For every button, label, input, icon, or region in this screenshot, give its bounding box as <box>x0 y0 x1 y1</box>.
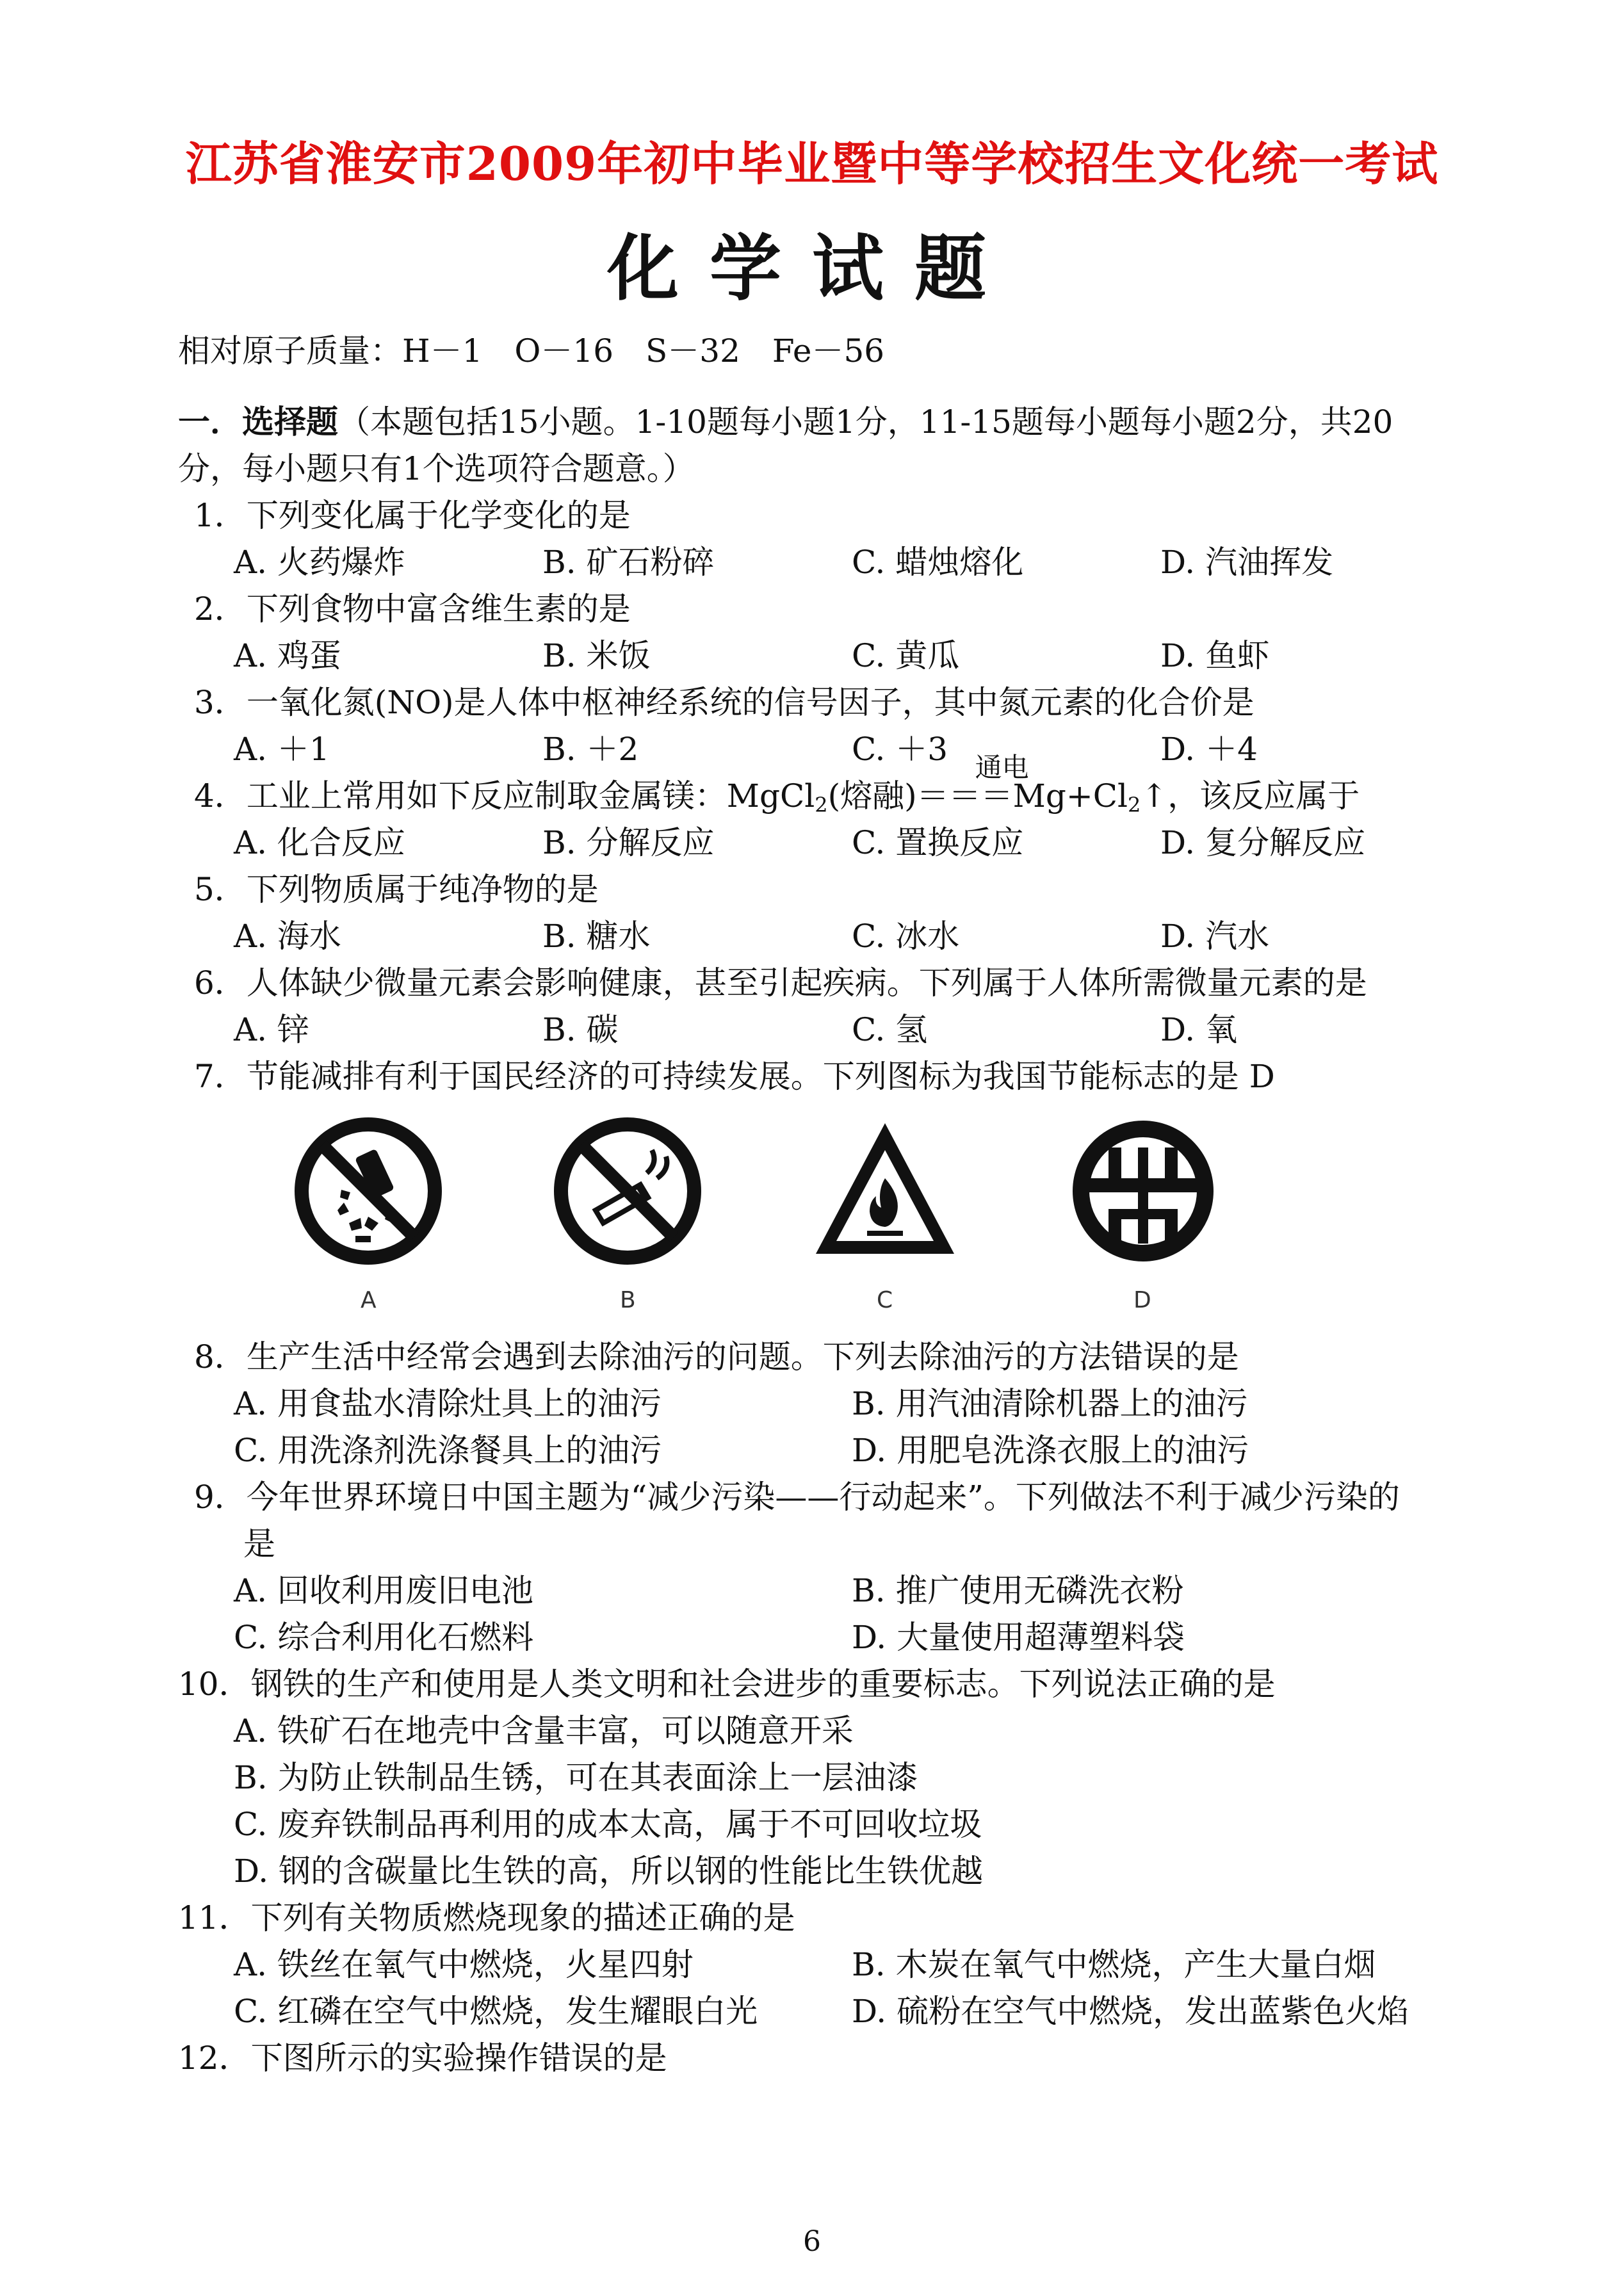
q3-option-d: D. ＋4 <box>1160 731 1258 768</box>
reaction-equation <box>827 752 1128 815</box>
question-number: 8． <box>194 1338 247 1375</box>
q8-option-a: A. 用食盐水清除灶具上的油污 <box>234 1385 662 1422</box>
section-desc-1: （本题包括15小题。1-10题每小题1分，11-15题每小题每小题2分，共20 <box>338 403 1393 441</box>
q4-option-c: C. 置换反应 <box>852 824 1024 861</box>
q3-option-a: A. ＋1 <box>234 731 330 768</box>
question-stem-post: ↑，该反应属于 <box>1141 777 1360 815</box>
question-number: 7． <box>194 1058 247 1095</box>
energy-sign-figure <box>256 1114 1255 1319</box>
question-stem: 节能减排有利于国民经济的可持续发展。下列图标为我国节能标志的是 D <box>246 1058 1275 1095</box>
question-2 <box>194 590 631 628</box>
q1-option-c: C. 蜡烛熔化 <box>852 544 1024 581</box>
q2-option-a: A. 鸡蛋 <box>234 637 341 674</box>
q10-option-a: A. 铁矿石在地壳中含量丰富，可以随意开采 <box>234 1712 854 1749</box>
question-7 <box>194 1058 1275 1095</box>
question-stem: 下列有关物质燃烧现象的描述正确的是 <box>250 1899 795 1936</box>
subscript: 2 <box>815 793 828 817</box>
atomic-masses: 相对原子质量：H－1 O－16 S－32 Fe－56 <box>178 332 885 369</box>
icon-label-c: C <box>877 1287 893 1313</box>
q9-option-b: B. 推广使用无磷洗衣粉 <box>852 1572 1184 1609</box>
question-number: 10． <box>178 1666 251 1703</box>
q10-option-b: B. 为防止铁制品生锈，可在其表面涂上一层油漆 <box>234 1759 918 1796</box>
q10-option-c: C. 废弃铁制品再利用的成本太高，属于不可回收垃圾 <box>234 1806 982 1843</box>
question-number: 6． <box>194 964 247 1002</box>
question-stem: 下列物质属于纯净物的是 <box>246 871 599 908</box>
q3-option-b: B. ＋2 <box>542 731 639 768</box>
q5-option-d: D. 汽水 <box>1160 918 1270 955</box>
question-3 <box>194 684 1255 721</box>
question-4 <box>194 752 1360 817</box>
q10-option-d: D. 钢的含碳量比生铁的高，所以钢的性能比生铁优越 <box>234 1853 984 1890</box>
no-smoking-sign-icon <box>551 1114 704 1268</box>
question-stem: 人体缺少微量元素会影响健康，甚至引起疾病。下列属于人体所需微量元素的是 <box>246 964 1367 1002</box>
question-number: 5． <box>194 871 247 908</box>
q9-option-a: A. 回收利用废旧电池 <box>234 1572 533 1609</box>
q4-option-b: B. 分解反应 <box>542 824 715 861</box>
question-stem-pre: 工业上常用如下反应制取金属镁：MgCl <box>246 777 815 815</box>
q6-option-c: C. 氢 <box>852 1011 928 1048</box>
q11-option-a: A. 铁丝在氧气中燃烧，火星四射 <box>234 1946 694 1983</box>
q9-option-d: D. 大量使用超薄塑料袋 <box>852 1619 1185 1656</box>
question-stem: 生产生活中经常会遇到去除油污的问题。下列去除油污的方法错误的是 <box>246 1338 1239 1375</box>
q5-option-c: C. 冰水 <box>852 918 960 955</box>
question-8 <box>194 1338 1239 1375</box>
q8-option-c: C. 用洗涤剂洗涤餐具上的油污 <box>234 1432 662 1469</box>
q5-option-a: A. 海水 <box>234 918 341 955</box>
q5-option-b: B. 糖水 <box>542 918 651 955</box>
section-heading <box>178 403 1393 441</box>
page-number: 6 <box>803 2225 821 2258</box>
question-number: 1． <box>194 497 247 534</box>
q2-option-c: C. 黄瓜 <box>852 637 960 674</box>
q1-option-a: A. 火药爆炸 <box>234 544 405 581</box>
q1-option-b: B. 矿石粉碎 <box>542 544 715 581</box>
question-stem-mid: (熔融)＝＝＝Mg+Cl <box>827 777 1128 815</box>
question-stem: 下列变化属于化学变化的是 <box>246 497 631 534</box>
question-11 <box>178 1899 795 1936</box>
icon-label-a: A <box>361 1287 377 1313</box>
q1-option-d: D. 汽油挥发 <box>1160 544 1334 581</box>
question-number: 9． <box>194 1479 247 1516</box>
energy-saving-sign-icon <box>1066 1114 1220 1268</box>
q4-option-d: D. 复分解反应 <box>1160 824 1366 861</box>
flammable-warning-icon <box>808 1114 962 1268</box>
q6-option-d: D. 氧 <box>1160 1011 1238 1048</box>
question-10 <box>178 1666 1276 1703</box>
question-stem: 下图所示的实验操作错误的是 <box>250 2040 667 2077</box>
q8-option-d: D. 用肥皂洗涤衣服上的油污 <box>852 1432 1249 1469</box>
icon-label-d: D <box>1133 1287 1151 1313</box>
question-stem: 今年世界环境日中国主题为“减少污染——行动起来”。下列做法不利于减少污染的 <box>246 1479 1400 1516</box>
icon-label-b: B <box>620 1287 636 1313</box>
no-fireworks-sign-icon <box>291 1114 445 1268</box>
question-number: 4． <box>194 777 247 815</box>
q2-option-d: D. 鱼虾 <box>1160 637 1270 674</box>
question-number: 11． <box>178 1899 251 1936</box>
q6-option-a: A. 锌 <box>234 1011 309 1048</box>
question-number: 2． <box>194 590 247 628</box>
question-number: 3． <box>194 684 247 721</box>
question-1 <box>194 497 631 534</box>
q3-option-c: C. ＋3 <box>852 731 948 768</box>
question-stem: 下列食物中富含维生素的是 <box>246 590 631 628</box>
q8-option-b: B. 用汽油清除机器上的油污 <box>852 1385 1248 1422</box>
q9-option-c: C. 综合利用化石燃料 <box>234 1619 534 1656</box>
q6-option-b: B. 碳 <box>542 1011 619 1048</box>
question-12 <box>178 2040 667 2077</box>
subscript: 2 <box>1127 793 1141 817</box>
question-9-continued: 是 <box>243 1525 275 1562</box>
q11-option-b: B. 木炭在氧气中燃烧，产生大量白烟 <box>852 1946 1376 1983</box>
subject-title: 化学试题 <box>607 227 1017 311</box>
question-5 <box>194 871 599 908</box>
question-9 <box>194 1479 1400 1516</box>
q2-option-b: B. 米饭 <box>542 637 651 674</box>
exam-title: 江苏省淮安市2009年初中毕业暨中等学校招生文化统一考试 <box>185 136 1439 191</box>
question-6 <box>194 964 1367 1002</box>
reaction-condition: 通电 <box>975 752 1029 783</box>
q11-option-d: D. 硫粉在空气中燃烧，发出蓝紫色火焰 <box>852 1993 1409 2030</box>
section-label: 一．选择题 <box>178 403 338 441</box>
question-stem: 一氧化氮(NO)是人体中枢神经系统的信号因子，其中氮元素的化合价是 <box>246 684 1255 721</box>
q4-option-a: A. 化合反应 <box>234 824 405 861</box>
section-desc-2: 分，每小题只有1个选项符合题意。） <box>178 450 695 487</box>
question-stem: 钢铁的生产和使用是人类文明和社会进步的重要标志。下列说法正确的是 <box>250 1666 1276 1703</box>
question-number: 12． <box>178 2040 251 2077</box>
q11-option-c: C. 红磷在空气中燃烧，发生耀眼白光 <box>234 1993 758 2030</box>
